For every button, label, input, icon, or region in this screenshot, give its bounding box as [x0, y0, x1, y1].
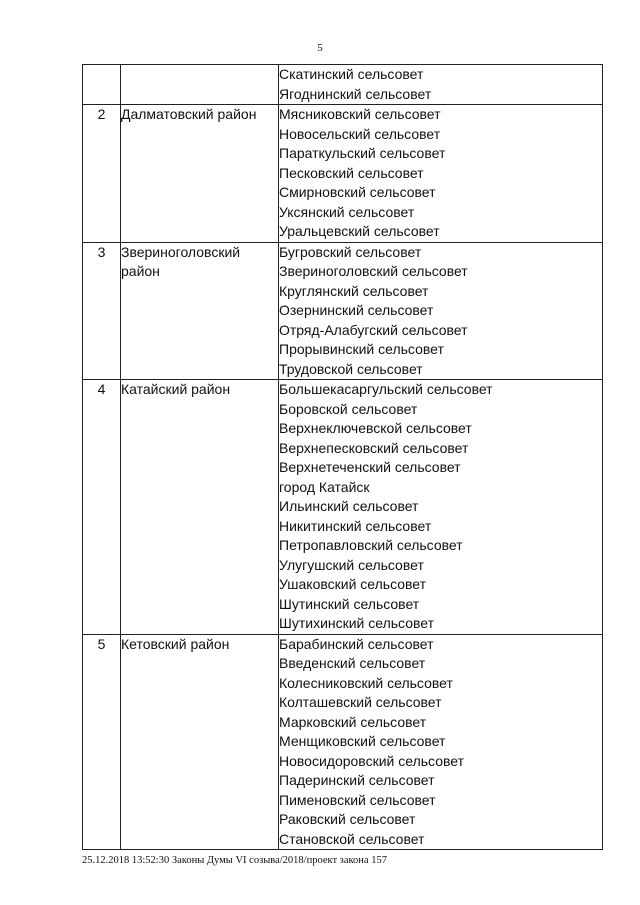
district-name: Кетовский район	[121, 634, 279, 850]
settlement-item: Песковский сельсовет	[279, 164, 424, 181]
row-number	[83, 65, 120, 85]
settlement-item: Колташевский сельсовет	[279, 694, 442, 710]
settlement-item: Уральцевский сельсовет	[279, 223, 440, 239]
settlement-item: Ягоднинский сельсовет	[279, 85, 432, 102]
settlement-item: Становской сельсовет	[279, 830, 425, 847]
settlement-item: Падеринский сельсовет	[279, 772, 435, 788]
settlement-item: Шутихинский сельсовет	[279, 615, 435, 631]
row-number: 3	[97, 243, 106, 260]
district-name: Далматовский район	[121, 105, 279, 243]
settlement-item: Уксянский сельсовет	[279, 203, 415, 220]
settlement-item: Новосельский сельсовет	[279, 125, 441, 142]
settlements-cell	[279, 105, 603, 243]
settlement-item: Звериноголовский сельсовет	[279, 263, 468, 279]
settlements-cell	[279, 242, 603, 380]
district-name: Катайский район	[121, 380, 279, 635]
settlement-item: Шутинский сельсовет	[279, 595, 420, 612]
settlement-item: Барабинский сельсовет	[279, 635, 434, 652]
table-row	[83, 380, 603, 635]
settlements-cell	[279, 380, 603, 635]
row-number-cell	[83, 634, 121, 850]
document-footer: 25.12.2018 13:52:30 Законы Думы VI созыва/2018/проект закона 157	[82, 855, 387, 866]
table-row	[83, 634, 603, 850]
row-number: 5	[97, 635, 106, 652]
settlement-item: Марковский сельсовет	[279, 713, 427, 730]
page-number: 5	[317, 42, 323, 54]
table-row	[83, 242, 603, 380]
settlement-item: Верхнеключевской сельсовет	[279, 420, 472, 436]
row-number: 2	[97, 106, 106, 122]
settlement-item: Новосидоровский сельсовет	[279, 752, 464, 769]
row-number-cell	[83, 380, 121, 635]
table-row	[83, 65, 603, 105]
settlement-item: Колесниковский сельсовет	[279, 674, 453, 691]
settlement-item: город Катайск	[279, 478, 370, 495]
settlement-item: Круглянский сельсовет	[279, 282, 429, 299]
settlement-item: Раковский сельсовет	[279, 811, 416, 827]
row-number-cell	[83, 105, 121, 243]
settlement-item: Ушаковский сельсовет	[279, 576, 427, 592]
districts-table	[82, 64, 603, 850]
row-number-cell	[83, 242, 121, 380]
settlement-item: Верхнетеченский сельсовет	[279, 459, 461, 475]
row-number-cell	[83, 65, 121, 105]
settlements-cell	[279, 634, 603, 850]
district-name: Звериноголовский район	[121, 242, 279, 380]
settlement-item: Никитинский сельсовет	[279, 517, 432, 534]
settlement-item: Улугушский сельсовет	[279, 556, 424, 573]
settlement-item: Менщиковский сельсовет	[279, 733, 446, 749]
settlement-item: Петропавловский сельсовет	[279, 537, 463, 553]
settlement-item: Верхнепесковский сельсовет	[279, 439, 469, 456]
settlement-item: Мясниковский сельсовет	[279, 106, 441, 122]
settlement-item: Параткульский сельсовет	[279, 145, 446, 161]
settlement-item: Ильинский сельсовет	[279, 498, 419, 514]
settlement-item: Смирновский сельсовет	[279, 184, 436, 200]
settlement-item: Большекасаргульский сельсовет	[279, 381, 493, 397]
settlement-item: Введенский сельсовет	[279, 655, 426, 671]
district-name	[121, 65, 279, 105]
settlement-item: Трудовской сельсовет	[279, 360, 423, 377]
settlements-cell	[279, 65, 603, 105]
table-row	[83, 105, 603, 243]
settlement-item: Скатинский сельсовет	[279, 66, 424, 82]
settlement-item: Отряд-Алабугский сельсовет	[279, 321, 468, 338]
settlement-item: Пименовский сельсовет	[279, 791, 436, 808]
settlement-item: Бугровский сельсовет	[279, 243, 422, 260]
settlement-item: Озернинский сельсовет	[279, 302, 434, 318]
districts-table-body	[83, 65, 603, 850]
row-number: 4	[97, 381, 106, 397]
settlement-item: Прорывинский сельсовет	[279, 341, 444, 357]
settlement-item: Боровской сельсовет	[279, 400, 418, 417]
